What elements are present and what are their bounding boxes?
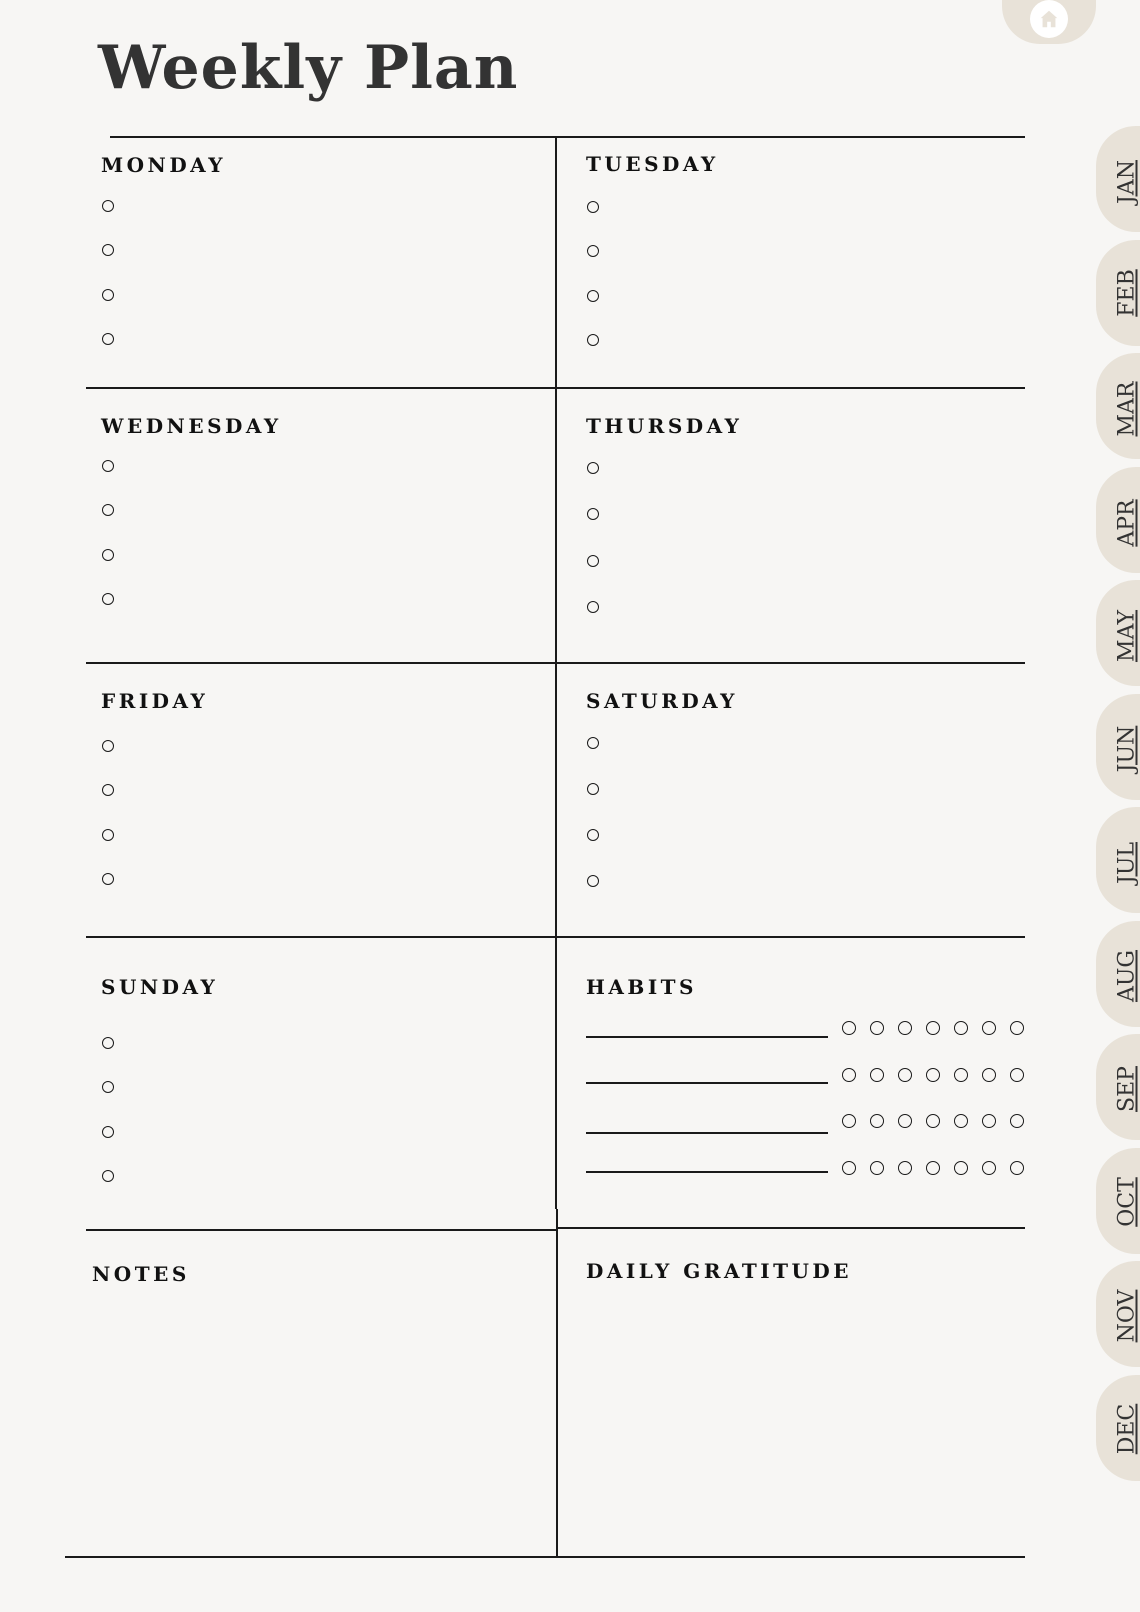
habit-1-day-4[interactable] bbox=[926, 1021, 940, 1035]
divider-center-upper bbox=[555, 136, 557, 1209]
habit-4-day-6[interactable] bbox=[982, 1161, 996, 1175]
habit-4-day-5[interactable] bbox=[954, 1161, 968, 1175]
divider-row-4-right bbox=[556, 1227, 1025, 1229]
monday-checkbox-4[interactable] bbox=[102, 333, 114, 345]
habit-3-day-1[interactable] bbox=[842, 1114, 856, 1128]
sunday-checkbox-2[interactable] bbox=[102, 1081, 114, 1093]
wednesday-checkbox-1[interactable] bbox=[102, 460, 114, 472]
month-link-jul[interactable]: JUL bbox=[1114, 842, 1140, 884]
friday-checkbox-2[interactable] bbox=[102, 784, 114, 796]
heading-friday: FRIDAY bbox=[101, 689, 209, 713]
heading-notes: NOTES bbox=[92, 1262, 190, 1286]
habit-3-day-5[interactable] bbox=[954, 1114, 968, 1128]
thursday-checkbox-2[interactable] bbox=[587, 508, 599, 520]
habit-2-day-4[interactable] bbox=[926, 1068, 940, 1082]
month-link-jan[interactable]: JAN bbox=[1114, 160, 1140, 204]
habit-2-day-3[interactable] bbox=[898, 1068, 912, 1082]
wednesday-checkbox-3[interactable] bbox=[102, 549, 114, 561]
habit-1-day-1[interactable] bbox=[842, 1021, 856, 1035]
habit-4-day-2[interactable] bbox=[870, 1161, 884, 1175]
heading-thursday: THURSDAY bbox=[586, 414, 743, 438]
saturday-checkbox-1[interactable] bbox=[587, 737, 599, 749]
habit-3-day-7[interactable] bbox=[1010, 1114, 1024, 1128]
habit-name-line-3[interactable] bbox=[586, 1132, 828, 1134]
habit-1-day-6[interactable] bbox=[982, 1021, 996, 1035]
monday-checkbox-1[interactable] bbox=[102, 200, 114, 212]
monday-checkbox-3[interactable] bbox=[102, 289, 114, 301]
friday-checkbox-3[interactable] bbox=[102, 829, 114, 841]
saturday-checkbox-2[interactable] bbox=[587, 783, 599, 795]
tuesday-checkbox-4[interactable] bbox=[587, 334, 599, 346]
page-title: Weekly Plan bbox=[98, 33, 519, 103]
tuesday-checkbox-1[interactable] bbox=[587, 201, 599, 213]
month-link-mar[interactable]: MAR bbox=[1114, 381, 1140, 437]
home-icon[interactable] bbox=[1030, 0, 1068, 38]
habit-2-day-1[interactable] bbox=[842, 1068, 856, 1082]
friday-checkbox-4[interactable] bbox=[102, 873, 114, 885]
habit-1-day-5[interactable] bbox=[954, 1021, 968, 1035]
sunday-checkbox-4[interactable] bbox=[102, 1170, 114, 1182]
divider-bottom bbox=[65, 1556, 1025, 1558]
month-link-aug[interactable]: AUG bbox=[1114, 949, 1140, 1003]
habit-4-day-3[interactable] bbox=[898, 1161, 912, 1175]
heading-sunday: SUNDAY bbox=[101, 975, 219, 999]
month-link-jun[interactable]: JUN bbox=[1114, 725, 1140, 773]
month-link-nov[interactable]: NOV bbox=[1114, 1289, 1140, 1343]
heading-habits: HABITS bbox=[586, 975, 697, 999]
habit-4-day-4[interactable] bbox=[926, 1161, 940, 1175]
habit-3-day-4[interactable] bbox=[926, 1114, 940, 1128]
home-tab[interactable] bbox=[1002, 0, 1096, 44]
habit-name-line-4[interactable] bbox=[586, 1171, 828, 1173]
habit-1-day-7[interactable] bbox=[1010, 1021, 1024, 1035]
thursday-checkbox-3[interactable] bbox=[587, 555, 599, 567]
month-link-may[interactable]: MAY bbox=[1114, 609, 1140, 663]
heading-monday: MONDAY bbox=[101, 153, 226, 177]
monday-checkbox-2[interactable] bbox=[102, 244, 114, 256]
thursday-checkbox-4[interactable] bbox=[587, 601, 599, 613]
habit-3-day-3[interactable] bbox=[898, 1114, 912, 1128]
habit-2-day-7[interactable] bbox=[1010, 1068, 1024, 1082]
saturday-checkbox-3[interactable] bbox=[587, 829, 599, 841]
heading-saturday: SATURDAY bbox=[586, 689, 738, 713]
habit-name-line-1[interactable] bbox=[586, 1036, 828, 1038]
habit-4-day-1[interactable] bbox=[842, 1161, 856, 1175]
month-link-feb[interactable]: FEB bbox=[1114, 269, 1140, 317]
habit-3-day-6[interactable] bbox=[982, 1114, 996, 1128]
heading-tuesday: TUESDAY bbox=[586, 152, 719, 176]
thursday-checkbox-1[interactable] bbox=[587, 462, 599, 474]
wednesday-checkbox-2[interactable] bbox=[102, 504, 114, 516]
month-link-oct[interactable]: OCT bbox=[1114, 1177, 1140, 1227]
wednesday-checkbox-4[interactable] bbox=[102, 593, 114, 605]
habit-2-day-2[interactable] bbox=[870, 1068, 884, 1082]
friday-checkbox-1[interactable] bbox=[102, 740, 114, 752]
habit-1-day-3[interactable] bbox=[898, 1021, 912, 1035]
heading-daily-gratitude: DAILY GRATITUDE bbox=[586, 1259, 853, 1283]
sunday-checkbox-3[interactable] bbox=[102, 1126, 114, 1138]
habit-1-day-2[interactable] bbox=[870, 1021, 884, 1035]
habit-3-day-2[interactable] bbox=[870, 1114, 884, 1128]
habit-name-line-2[interactable] bbox=[586, 1082, 828, 1084]
heading-wednesday: WEDNESDAY bbox=[101, 414, 282, 438]
tuesday-checkbox-2[interactable] bbox=[587, 245, 599, 257]
sunday-checkbox-1[interactable] bbox=[102, 1037, 114, 1049]
habit-2-day-5[interactable] bbox=[954, 1068, 968, 1082]
divider-center-lower bbox=[556, 1209, 558, 1557]
month-link-apr[interactable]: APR bbox=[1114, 499, 1140, 547]
tuesday-checkbox-3[interactable] bbox=[587, 290, 599, 302]
habit-4-day-7[interactable] bbox=[1010, 1161, 1024, 1175]
month-link-dec[interactable]: DEC bbox=[1114, 1403, 1140, 1455]
divider-row-4-left bbox=[86, 1229, 556, 1231]
month-link-sep[interactable]: SEP bbox=[1114, 1066, 1140, 1112]
divider-top bbox=[110, 136, 1025, 138]
saturday-checkbox-4[interactable] bbox=[587, 875, 599, 887]
habit-2-day-6[interactable] bbox=[982, 1068, 996, 1082]
